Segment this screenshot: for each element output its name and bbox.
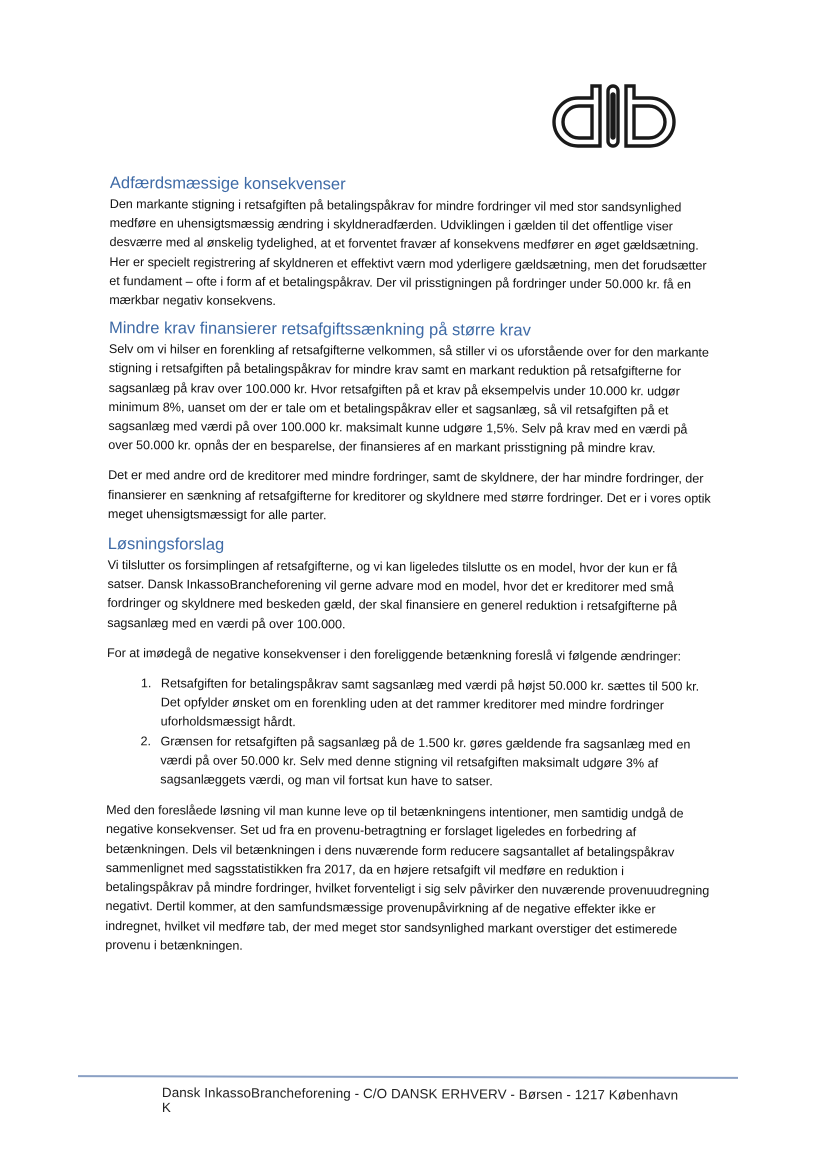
- section-solution-proposal: [105, 533, 712, 959]
- section-heading: Løsningsforslag: [107, 535, 225, 554]
- body-paragraph: Selv om vi hilser en forenkling af retsafgifterne velkommen, så stiller vi os uforstående over for den markante stigning i retsafgiften på betalingspåkrav for mindre krav samt en markant reduktion på retsafgifterne for sagsanlæg på krav over 100.000 kr. Hvor retsafgiften på et krav på eksempelvis under 10.000 kr. udgør minimum 8%, uanset om der er tale om et betalingspåkrav eller et sagsanlæg, så vil retsafgiften på et sagsanlæg med værdi på over 100.000 kr. maksimalt kunne udgøre 1,5%. Selv på krav med en værdi på over 50.000 kr. opnås der en besparelse, der finansieres af en markant prisstigning på mindre krav.: [108, 342, 709, 456]
- body-paragraph: Det er med andre ord de kreditorer med mindre fordringer, samt de skyldnere, der har mindre fordringer, der finansierer en sænkning af retsafgifterne for kreditorer og skyldnere med større fordringer. Det er i vores optik meget uhensigtsmæssigt for alle parter.: [107, 468, 711, 523]
- list-item: 2. Grænsen for retsafgiften på sagsanlæg på de 1.500 kr. gøres gældende fra sagsanlæg med en værdi på over 50.000 kr. Selv med denne stigning vil retsafgiften maksimalt udgøre 3% af sagsanlæggets værdi, og man vil fortsat kun have to satser.: [154, 732, 710, 793]
- section-heading: Adfærdsmæssige konsekvenser: [109, 173, 346, 194]
- body-paragraph: Vi tilslutter os forsimplingen af retsafgifterne, og vi kan ligeledes tilslutte os en model, hvor der kun er få satser. Dansk InkassoBrancheforening vil gerne advare mod en model, hvor det er kreditorer med små fordringer og skyldnere med beskeden gæld, der skal finansiere en generel reduktion i retsafgifterne på sagsanlæg med en værdi på over 100.000.: [107, 558, 678, 632]
- page-footer: Dansk InkassoBrancheforening - C/O DANSK ERHVERV - Børsen - 1217 København K: [161, 1085, 679, 1116]
- proposal-list: [106, 674, 711, 793]
- list-item: 1. Retsafgiften for betalingspåkrav samt sagsanlæg med værdi på højst 50.000 kr. sættes til 500 kr. Det opfylder ønsket om en forenkling uden at det rammer kreditorer med mindre fordringer uforholdsmæssigt hårdt.: [155, 674, 711, 735]
- footer-divider: [78, 1075, 738, 1079]
- section-smaller-claims-finance: [108, 317, 713, 528]
- section-behavioral-consequences: [109, 172, 714, 314]
- body-paragraph: For at imødegå de negative konsekvenser i den foreliggende betænkning foreslå vi følgende ændringer:: [107, 645, 682, 664]
- section-heading: Mindre krav finansierer retsafgiftssænkning på større krav: [108, 319, 531, 340]
- body-paragraph: Den markante stigning i retsafgiften på betalingspåkrav for mindre fordringer vil med stor sandsynlighed medføre en uhensigtsmæssig ændring i skyldneradfærden. Udviklingen i gælden til det offentlige viser desværre med al ønskelig tydelighed, at et forventet fravær af konsekvens medfører en øget gældsætning. Her er specielt registrering af skyldneren et effektivt værn mod yderligere gældsætning, men det forudsætter et fundament – ofte i form af et betalingspåkrav. Der vil prisstigningen på fordringer under 50.000 kr. få en mærkbar negativ konsekvens.: [109, 196, 707, 309]
- dib-logo-icon: [552, 82, 702, 154]
- document-body: [105, 172, 714, 970]
- body-paragraph: Med den foreslåede løsning vil man kunne leve op til betænkningens intentioner, men samtidig undgå de negative konsekvenser. Set ud fra en provenu-betragtning er forslaget ligeledes en forbedring af betænkningen. Dels vil betænkningen i dens nuværende form reducere sagsantallet af betalingspåkrav sammenlignet med sagsstatistikken fra 2017, da en højere retsafgift vil medføre en reduktion i betalingspåkrav på mindre fordringer, hvilket forventeligt i sig selv påvirker den nuværende provenuudregning negativt. Dertil kommer, at den samfundsmæssige provenupåvirkning af de negative effekter ikke er indregnet, hvilket vil medføre tab, der med meget stor sandsynlighed markant overstiger det estimerede provenu i betænkningen.: [105, 803, 710, 953]
